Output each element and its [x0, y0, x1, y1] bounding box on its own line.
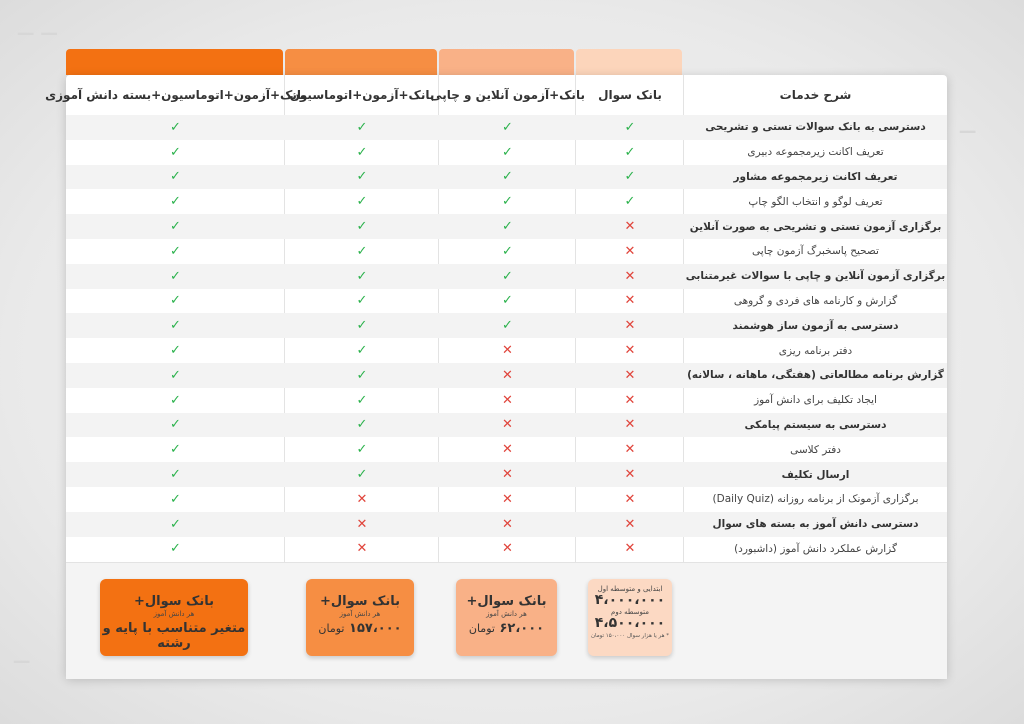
cross-icon: ✕ — [624, 392, 636, 408]
check-icon: ✓ — [502, 293, 513, 309]
feature-label: برگزاری آزمونک از برنامه روزانه (Daily Quiz) — [712, 493, 919, 506]
feature-label: برگزاری آزمون آنلاین و چاپی با سوالات غیرمتنابی — [685, 270, 946, 283]
check-icon: ✓ — [356, 119, 368, 135]
check-icon: ✓ — [170, 268, 181, 284]
check-icon: ✓ — [170, 442, 181, 458]
check-icon: ✓ — [624, 194, 636, 210]
check-icon: ✓ — [356, 392, 368, 408]
check-icon: ✓ — [356, 144, 368, 160]
price-title: بانک سوال+ — [133, 594, 215, 609]
cross-icon: ✕ — [624, 293, 636, 309]
check-icon: ✓ — [170, 219, 181, 235]
check-icon: ✓ — [170, 467, 181, 483]
price-unit: تومان — [318, 622, 345, 635]
feature-label: دفتر کلاسی — [790, 443, 841, 456]
check-icon: ✓ — [356, 367, 368, 383]
check-icon: ✓ — [356, 442, 368, 458]
price-amount: ۱۵۷،۰۰۰ — [349, 621, 402, 636]
check-icon: ✓ — [356, 467, 368, 483]
header-services: شرح خدمات — [779, 88, 852, 102]
feature-label: تعریف اکانت زیرمجموعه دبیری — [747, 146, 884, 159]
table-row — [66, 239, 947, 264]
check-icon: ✓ — [502, 144, 513, 160]
check-icon: ✓ — [502, 169, 513, 185]
check-icon: ✓ — [170, 318, 181, 334]
price-amount: ۶۲،۰۰۰ — [499, 621, 545, 636]
check-icon: ✓ — [624, 169, 636, 185]
table-row — [66, 338, 947, 363]
check-icon: ✓ — [502, 219, 513, 235]
check-icon: ✓ — [356, 194, 368, 210]
check-icon: ✓ — [624, 119, 636, 135]
check-icon: ✓ — [170, 417, 181, 433]
check-icon: ✓ — [502, 194, 513, 210]
cross-icon: ✕ — [502, 392, 513, 408]
price-subtitle: هر دانش آموز — [339, 610, 381, 618]
header-plan-1: بانک سوال — [598, 88, 662, 102]
price-value: متغیر متناسب با پایه و رشته — [102, 621, 246, 651]
check-icon: ✓ — [502, 119, 513, 135]
feature-label: تعریف اکانت زیرمجموعه مشاور — [733, 170, 898, 183]
price-tier-value: ۴،۵۰۰،۰۰۰ — [594, 615, 666, 631]
price-value — [306, 621, 414, 636]
cross-icon: ✕ — [502, 516, 513, 532]
price-tier-value: ۴،۰۰۰،۰۰۰ — [594, 592, 666, 608]
check-icon: ✓ — [502, 318, 513, 334]
feature-label: گزارش برنامه مطالعاتی (هفتگی، ماهانه ، سالانه) — [687, 369, 944, 382]
cross-icon: ✕ — [502, 367, 513, 383]
table-row — [66, 264, 947, 289]
cross-icon: ✕ — [624, 541, 636, 557]
feature-label: ایجاد تکلیف برای دانش آموز — [754, 394, 877, 407]
check-icon: ✓ — [356, 343, 368, 359]
cross-icon: ✕ — [502, 467, 513, 483]
check-icon: ✓ — [170, 119, 181, 135]
check-icon: ✓ — [502, 268, 513, 284]
check-icon: ✓ — [170, 343, 181, 359]
table-row — [66, 189, 947, 214]
table-row — [66, 388, 947, 413]
background-pattern: ــ ــ — [18, 12, 57, 42]
table-row — [66, 413, 947, 438]
plan-tab-3 — [285, 49, 437, 75]
cross-icon: ✕ — [356, 541, 368, 557]
price-note: * هر یا هزار سوال ۱۵۰،۰۰۰ تومان — [590, 633, 669, 639]
table-row — [66, 165, 947, 190]
cross-icon: ✕ — [624, 491, 636, 507]
plan-tab-2 — [439, 49, 574, 75]
price-value — [456, 621, 557, 636]
feature-label: گزارش و کارنامه های فردی و گروهی — [733, 294, 898, 307]
table-row — [66, 512, 947, 537]
price-subtitle: هر دانش آموز — [486, 610, 527, 618]
cross-icon: ✕ — [624, 219, 636, 235]
feature-label: برگزاری آزمون تستی و تشریحی به صورت آنلاین — [689, 220, 942, 233]
feature-label: دسترسی به سیستم پیامکی — [744, 418, 887, 431]
check-icon: ✓ — [170, 243, 181, 259]
background-pattern: ــ — [14, 640, 30, 670]
table-row — [66, 313, 947, 338]
price-tier-label: ابتدایی و متوسطه اول — [597, 585, 663, 593]
cross-icon: ✕ — [356, 516, 368, 532]
feature-label: دسترسی به بانک سوالات تستی و تشریحی — [705, 121, 926, 134]
cross-icon: ✕ — [624, 318, 636, 334]
table-row — [66, 363, 947, 388]
table-row — [66, 140, 947, 165]
check-icon: ✓ — [356, 318, 368, 334]
cross-icon: ✕ — [624, 243, 636, 259]
feature-label: دسترسی به آزمون ساز هوشمند — [732, 319, 899, 332]
cross-icon: ✕ — [624, 367, 636, 383]
background-pattern: ــ — [960, 110, 976, 140]
check-icon: ✓ — [170, 541, 181, 557]
price-card-plan-4[interactable] — [100, 579, 248, 656]
check-icon: ✓ — [356, 417, 368, 433]
price-card-plan-1[interactable] — [588, 579, 672, 656]
cross-icon: ✕ — [502, 343, 513, 359]
feature-label: تعریف لوگو و انتخاب الگو چاپ — [748, 195, 883, 208]
check-icon: ✓ — [356, 169, 368, 185]
plan-tab-1 — [576, 49, 682, 75]
price-tier-label: متوسطه دوم — [611, 608, 649, 616]
price-card-plan-2[interactable] — [456, 579, 557, 656]
check-icon: ✓ — [356, 268, 368, 284]
check-icon: ✓ — [170, 169, 181, 185]
price-card-plan-3[interactable] — [306, 579, 414, 656]
table-row — [66, 214, 947, 239]
check-icon: ✓ — [170, 293, 181, 309]
cross-icon: ✕ — [502, 417, 513, 433]
table-row — [66, 487, 947, 512]
cross-icon: ✕ — [502, 442, 513, 458]
feature-label: ارسال تکلیف — [781, 468, 850, 481]
check-icon: ✓ — [170, 392, 181, 408]
check-icon: ✓ — [170, 491, 181, 507]
price-title: بانک سوال+ — [466, 594, 547, 609]
check-icon: ✓ — [170, 516, 181, 532]
feature-label: دسترسی دانش آموز به بسته های سوال — [712, 518, 919, 531]
check-icon: ✓ — [356, 293, 368, 309]
price-subtitle: هر دانش آموز — [153, 610, 195, 618]
cross-icon: ✕ — [624, 343, 636, 359]
cross-icon: ✕ — [624, 516, 636, 532]
check-icon: ✓ — [356, 219, 368, 235]
check-icon: ✓ — [624, 144, 636, 160]
feature-label: گزارش عملکرد دانش آموز (داشبورد) — [734, 542, 897, 555]
table-row — [66, 537, 947, 562]
check-icon: ✓ — [170, 367, 181, 383]
header-plan-4: بانک+آزمون+اتوماسیون+بسته دانش آموزی — [45, 88, 306, 102]
table-header — [45, 75, 947, 115]
price-unit: تومان — [468, 622, 495, 635]
cross-icon: ✕ — [624, 442, 636, 458]
table-row — [66, 437, 947, 462]
cross-icon: ✕ — [502, 491, 513, 507]
check-icon: ✓ — [502, 243, 513, 259]
table-row — [66, 289, 947, 314]
price-title: بانک سوال+ — [319, 594, 401, 609]
feature-label: دفتر برنامه ریزی — [778, 344, 853, 357]
cross-icon: ✕ — [624, 467, 636, 483]
cross-icon: ✕ — [624, 417, 636, 433]
cross-icon: ✕ — [624, 268, 636, 284]
table-row — [66, 115, 947, 140]
plan-tab-4 — [66, 49, 283, 75]
cross-icon: ✕ — [502, 541, 513, 557]
cross-icon: ✕ — [356, 491, 368, 507]
check-icon: ✓ — [356, 243, 368, 259]
check-icon: ✓ — [170, 194, 181, 210]
header-plan-3: بانک+آزمون+اتوماسیون — [289, 88, 435, 102]
header-plan-2: بانک+آزمون آنلاین و چاپی — [430, 88, 585, 102]
feature-label: تصحیح پاسخبرگ آزمون چاپی — [752, 245, 879, 258]
check-icon: ✓ — [170, 144, 181, 160]
table-row — [66, 462, 947, 487]
